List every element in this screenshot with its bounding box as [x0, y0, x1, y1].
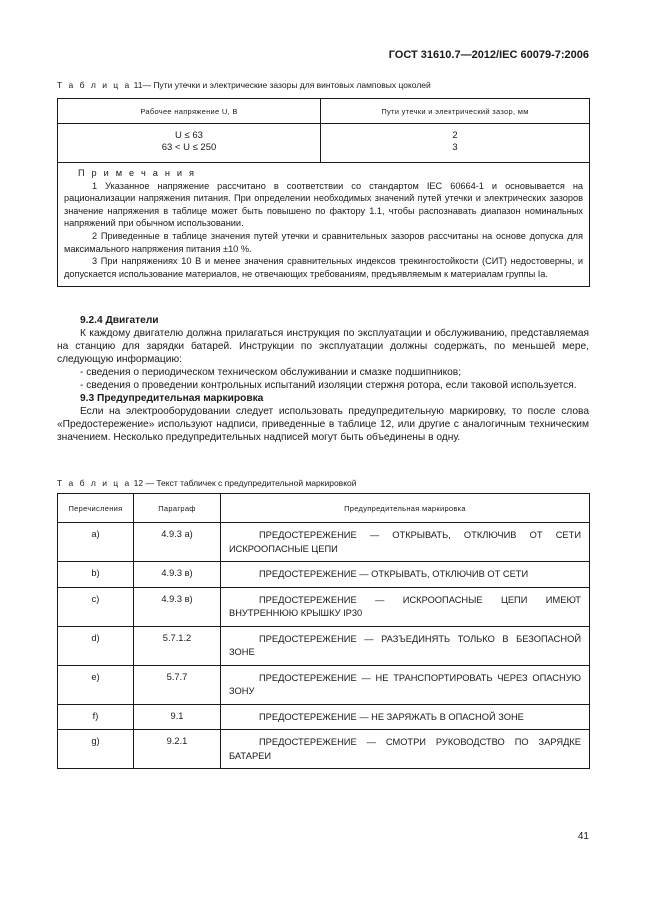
paragraph-motors: К каждому двигателю должна прилагаться инструкция по эксплуатации и обслуживанию, представляемая на станцию для зарядки батарей. Инструкции по эксплуатации должны содержать, по меньшей мере, следующую информацию:	[57, 328, 589, 365]
cell-enum: c)	[58, 587, 134, 626]
section-text	[57, 314, 589, 444]
table-12-caption	[57, 478, 357, 488]
list-item-rotor-test: - сведения о проведении контрольных испытаний изоляции стержня ротора, если таковой используется.	[80, 380, 577, 391]
table-11-cell-clearance	[321, 124, 590, 163]
cell-enum: f)	[58, 704, 134, 730]
cell-marking	[221, 562, 590, 588]
cell-paragraph: 5.7.7	[134, 665, 221, 704]
table-11-caption	[57, 80, 431, 90]
table-11-clearance-row-1: 2	[452, 130, 458, 141]
table-11-header-voltage: Рабочее напряжение U, В	[58, 99, 321, 124]
cell-paragraph: 9.2.1	[134, 730, 221, 769]
cell-marking	[221, 587, 590, 626]
table-11-caption-label: Т а б л и ц а	[57, 80, 132, 90]
cell-enum: b)	[58, 562, 134, 588]
marking-text: ПРЕДОСТЕРЕЖЕНИЕ — НЕ ЗАРЯЖАТЬ В ОПАСНОЙ ЗОНЕ	[259, 711, 524, 722]
cell-paragraph: 5.7.1.2	[134, 626, 221, 665]
cell-enum: d)	[58, 626, 134, 665]
note-1: 1 Указанное напряжение рассчитано в соответствии со стандартом IEC 60664-1 и основывается на рационализации напряжения питания. При определении необходимых значений путей утечки и электрических зазоров значение напряжения в таблице может быть повышено по фактору 1.1, чтобы распознавать диапазон номинальных напряжений при обычном использовании.	[64, 180, 583, 229]
table-11-voltage-row-2: 63 < U ≤ 250	[161, 142, 217, 153]
table-11-caption-text: 11— Пути утечки и электрические зазоры для винтовых ламповых цоколей	[133, 80, 431, 90]
marking-text: ПРЕДОСТЕРЕЖЕНИЕ — РАЗЪЕДИНЯТЬ ТОЛЬКО В БЕЗОПАСНОЙ ЗОНЕ	[229, 633, 581, 657]
cell-paragraph: 9.1	[134, 704, 221, 730]
cell-enum: e)	[58, 665, 134, 704]
table-row	[58, 562, 590, 588]
cell-marking	[221, 523, 590, 562]
table-row	[58, 626, 590, 665]
table-11-cell-voltage	[58, 124, 321, 163]
heading-9-2-4: 9.2.4 Двигатели	[80, 315, 159, 326]
paragraph-warning-marking: Если на электрооборудовании следует использовать предупредительную маркировку, то после слова «Предостережение» используют надписи, приведенные в таблице 12, или другие с аналогичным техническим значением. Несколько предупредительных надписей могут быть объединены в одну.	[57, 406, 589, 443]
marking-text: ПРЕДОСТЕРЕЖЕНИЕ — ОТКРЫВАТЬ, ОТКЛЮЧИВ ОТ СЕТИ ИСКРООПАСНЫЕ ЦЕПИ	[229, 530, 581, 554]
table-12-header-paragraph: Параграф	[134, 494, 221, 523]
table-11-header-clearance: Пути утечки и электрический зазор, мм	[321, 99, 590, 124]
heading-9-3: 9.3 Предупредительная маркировка	[80, 393, 264, 404]
cell-paragraph: 4.9.3 а)	[134, 523, 221, 562]
table-row	[58, 730, 590, 769]
table-12-caption-text: 12 — Текст табличек с предупредительной маркировкой	[133, 478, 357, 488]
table-11	[57, 98, 590, 287]
cell-marking	[221, 704, 590, 730]
marking-text: ПРЕДОСТЕРЕЖЕНИЕ — СМОТРИ РУКОВОДСТВО ПО ЗАРЯДКЕ БАТАРЕИ	[229, 737, 581, 761]
cell-enum: g)	[58, 730, 134, 769]
table-row	[58, 523, 590, 562]
page-number: 41	[577, 831, 589, 842]
cell-paragraph: 4.9.3 в)	[134, 562, 221, 588]
table-12-caption-label: Т а б л и ц а	[57, 478, 132, 488]
note-2: 2 Приведенные в таблице значения путей утечки и сравнительных зазоров рассчитаны на основе допуска для максимального напряжения питания ±10 %.	[64, 230, 583, 254]
table-11-clearance-row-2: 3	[452, 142, 458, 153]
cell-marking	[221, 665, 590, 704]
cell-enum: a)	[58, 523, 134, 562]
cell-paragraph: 4.9.3 в)	[134, 587, 221, 626]
table-row	[58, 704, 590, 730]
cell-marking	[221, 730, 590, 769]
marking-text: ПРЕДОСТЕРЕЖЕНИЕ — ОТКРЫВАТЬ, ОТКЛЮЧИВ ОТ СЕТИ	[259, 569, 529, 579]
marking-text: ПРЕДОСТЕРЕЖЕНИЕ — ИСКРООПАСНЫЕ ЦЕПИ ИМЕЮТ ВНУТРЕННЮЮ КРЫШКУ IP30	[229, 594, 581, 618]
list-item-maintenance: - сведения о периодическом техническом обслуживании и смазке подшипников;	[80, 367, 462, 378]
note-3: 3 При напряжениях 10 В и менее значения сравнительных индексов трекингостойкости (СИТ) недостоверны, и допускается использование материалов, не отвечающих требованиям, предъявляемым к материалам группы Iа.	[64, 256, 583, 279]
table-row	[58, 665, 590, 704]
table-12-header-marking: Предупредительная маркировка	[221, 494, 590, 523]
marking-text: ПРЕДОСТЕРЕЖЕНИЕ — НЕ ТРАНСПОРТИРОВАТЬ ЧЕРЕЗ ОПАСНУЮ ЗОНУ	[229, 672, 581, 696]
table-12-header-enum: Перечисления	[58, 494, 134, 523]
notes-title: П р и м е ч а н и я	[78, 168, 197, 178]
cell-marking	[221, 626, 590, 665]
table-11-voltage-row-1: U ≤ 63	[175, 130, 203, 141]
table-12	[57, 493, 590, 769]
table-row	[58, 587, 590, 626]
table-11-notes	[58, 163, 590, 287]
document-header: ГОСТ 31610.7—2012/IEC 60079-7:2006	[388, 49, 589, 61]
